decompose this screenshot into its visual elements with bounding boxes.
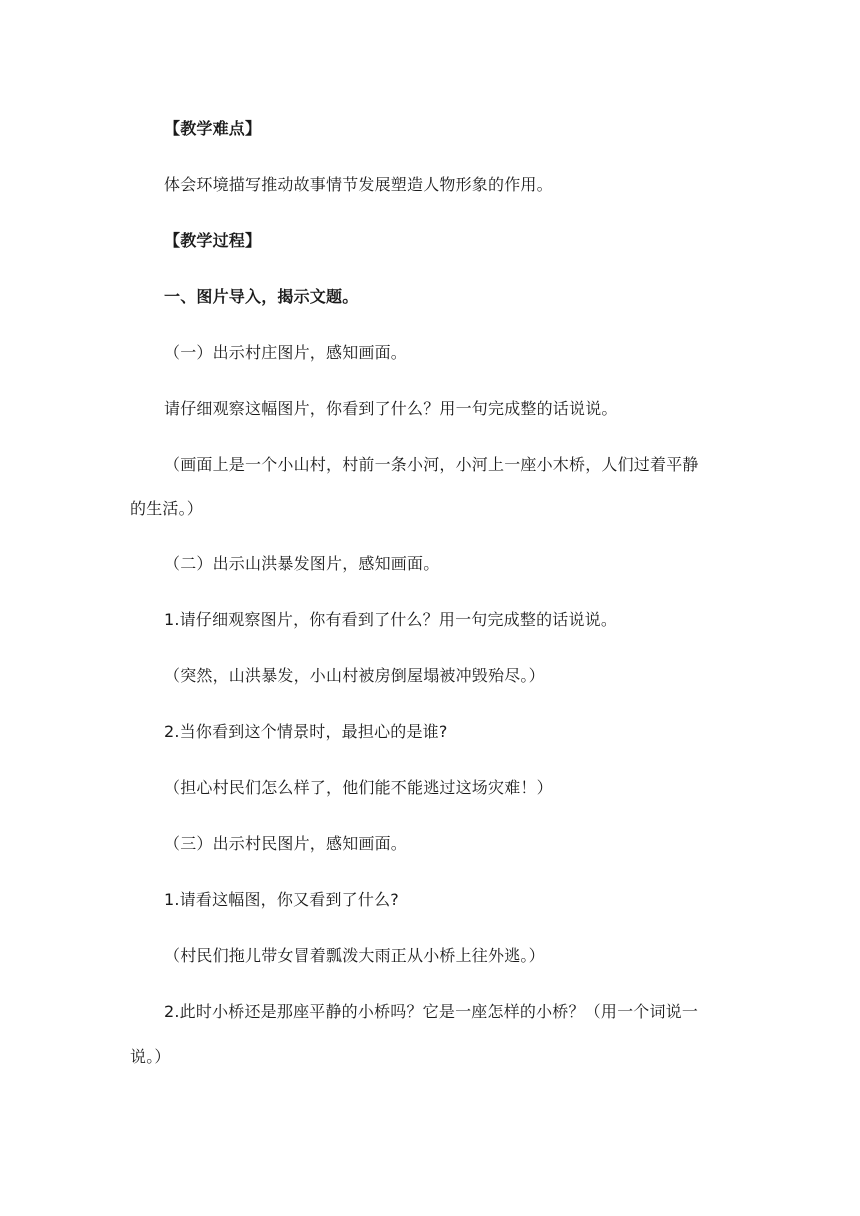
part-3-answer-1: （村民们拖儿带女冒着瓢泼大雨正从小桥上往外逃。） bbox=[164, 946, 545, 965]
part-1-title: （一）出示村庄图片，感知画面。 bbox=[164, 343, 408, 362]
part-2-answer-2: （担心村民们怎么样了，他们能不能逃过这场灾难！） bbox=[164, 778, 553, 797]
part-1-answer-line-1: （画面上是一个小山村，村前一条小河，小河上一座小木桥，人们过着平静 bbox=[164, 455, 699, 474]
section-1-title: 一、图片导入，揭示文题。 bbox=[164, 287, 359, 306]
part-3-question-2-line-2: 说。） bbox=[130, 1047, 171, 1066]
part-1-question: 请仔细观察这幅图片，你看到了什么？用一句完成整的话说说。 bbox=[164, 399, 618, 418]
part-3-question-2-line-1: 2.此时小桥还是那座平静的小桥吗？它是一座怎样的小桥？（用一个词说一 bbox=[164, 1002, 699, 1021]
difficulty-paragraph: 体会环境描写推动故事情节发展塑造人物形象的作用。 bbox=[164, 175, 553, 194]
part-3-question-1: 1.请看这幅图，你又看到了什么? bbox=[164, 890, 399, 909]
heading-teaching-difficulty: 【教学难点】 bbox=[164, 119, 262, 138]
part-1-answer-line-2: 的生活。） bbox=[130, 499, 204, 518]
part-2-question-1: 1.请仔细观察图片，你有看到了什么？用一句完成整的话说说。 bbox=[164, 610, 618, 629]
part-2-title: （二）出示山洪暴发图片，感知画面。 bbox=[164, 554, 440, 573]
part-3-title: （三）出示村民图片，感知画面。 bbox=[164, 834, 408, 853]
part-2-answer-1: （突然，山洪暴发，小山村被房倒屋塌被冲毁殆尽。） bbox=[164, 666, 545, 685]
part-2-question-2: 2.当你看到这个情景时，最担心的是谁? bbox=[164, 722, 448, 741]
heading-teaching-process: 【教学过程】 bbox=[164, 231, 262, 250]
